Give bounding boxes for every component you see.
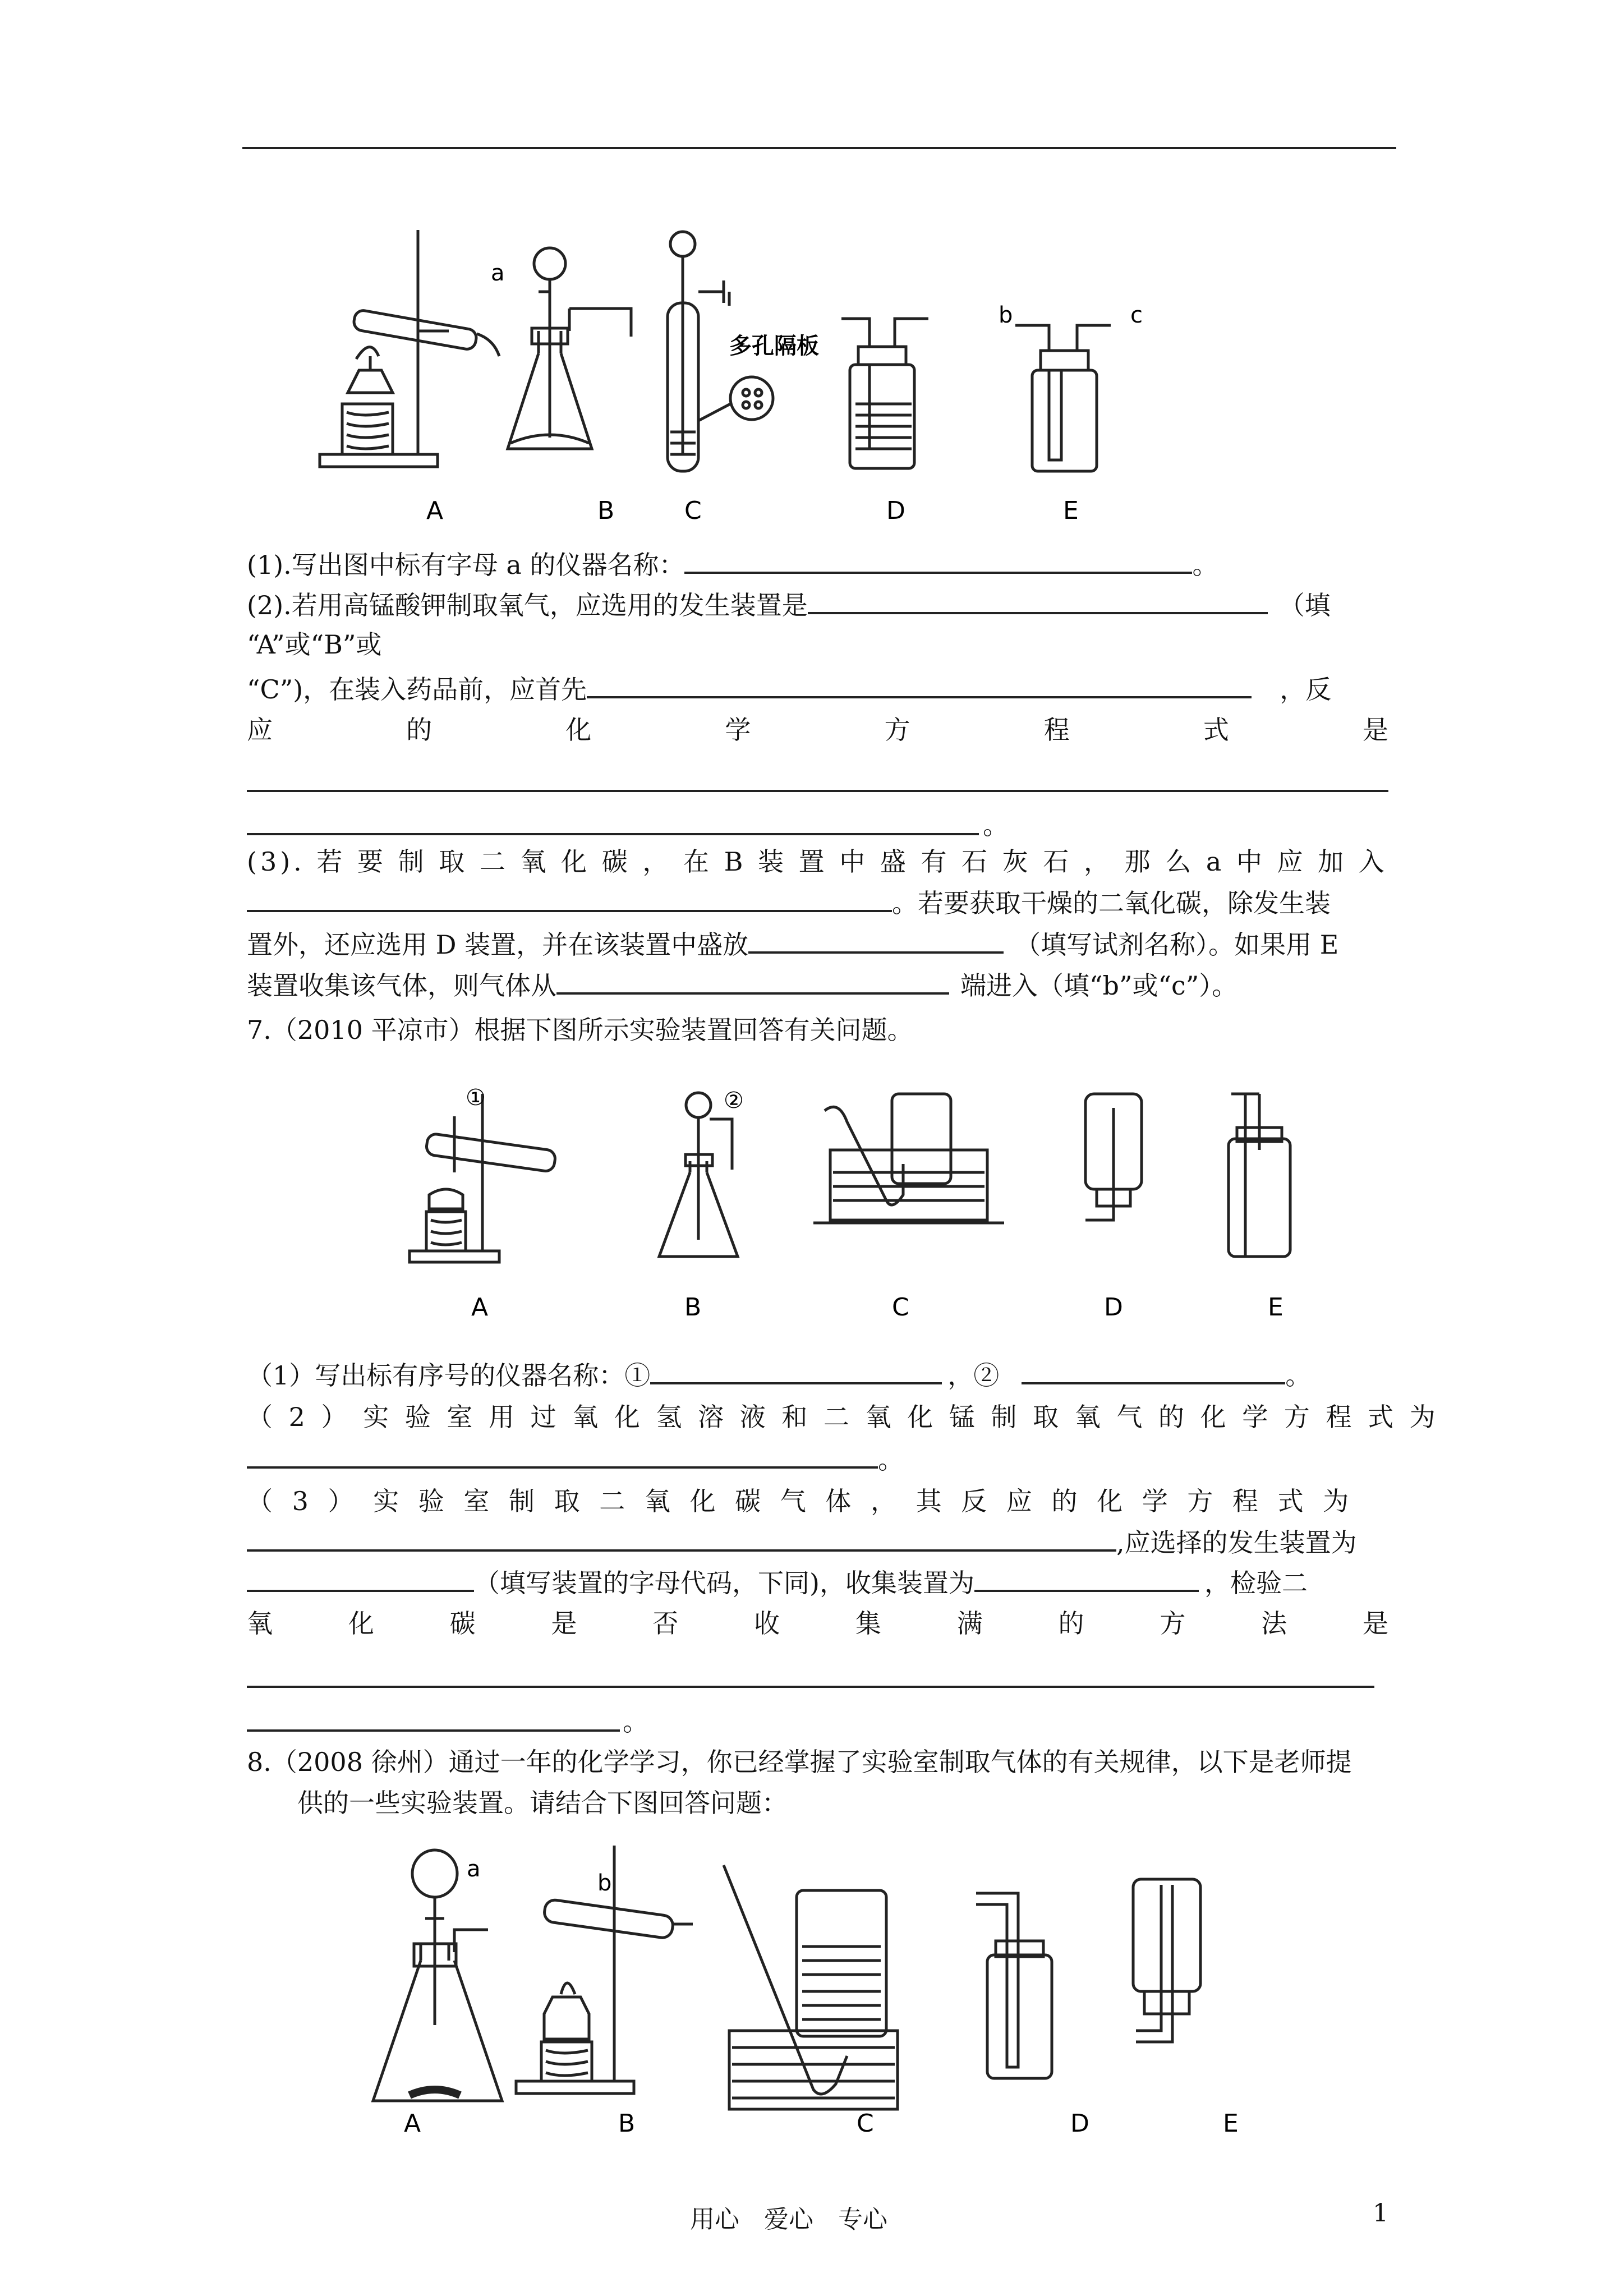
fig2-label-b: B — [684, 1293, 702, 1322]
fig1-callout-c: c — [1130, 302, 1143, 328]
q6-part2-line2: “A”或“B”或 — [247, 629, 382, 660]
fig1-callout-a: a — [491, 260, 505, 286]
q7-part3-line4: 氧 化 碳 是 否 收 集 满 的 方 法 是 — [247, 1608, 1388, 1639]
fig2-label-c: C — [892, 1293, 909, 1322]
q7-part3-line2: ,应选择的发生装置为 — [247, 1525, 1357, 1560]
fig1-label-a: A — [426, 496, 444, 525]
answer-blank[interactable] — [808, 587, 1268, 614]
fig3-label-b: B — [618, 2109, 636, 2137]
answer-blank[interactable] — [247, 885, 892, 912]
fig3-callout-b: b — [597, 1870, 612, 1896]
fig1-label-d: D — [886, 496, 905, 525]
answer-blank[interactable] — [247, 1565, 474, 1592]
q7-part2-line2: 。 — [247, 1442, 904, 1477]
apparatus-figure-2 — [387, 1083, 1369, 1324]
fig1-label-b: B — [597, 496, 615, 525]
answer-line[interactable] — [247, 1729, 620, 1732]
fig2-callout-2: ② — [724, 1088, 744, 1114]
fig2-label-d: D — [1104, 1293, 1123, 1322]
q6-part3-line1: (3). 若 要 制 取 二 氧 化 碳 ， 在 B 装 置 中 盛 有 石 灰 石 ， 那 么 a 中 应 加 入 — [247, 846, 1388, 877]
fig1-callout-b: b — [999, 302, 1013, 328]
fig2-label-a: A — [471, 1293, 489, 1322]
fig2-callout-1: ① — [466, 1085, 486, 1111]
answer-blank[interactable] — [1022, 1358, 1285, 1384]
fig3-label-d: D — [1070, 2109, 1089, 2137]
answer-blank[interactable] — [684, 547, 1192, 574]
answer-blank[interactable] — [247, 1442, 878, 1469]
header-rule — [242, 147, 1396, 149]
q6-part1: (1).写出图中标有字母 a 的仪器名称： 。 — [247, 547, 1218, 582]
fig3-callout-a: a — [467, 1856, 481, 1882]
fig1-plate-label: 多孔隔板 — [729, 333, 819, 359]
fig1-label-e: E — [1063, 496, 1079, 525]
answer-blank[interactable] — [247, 1525, 1116, 1552]
q8-title-cont: 供的一些实验装置。请结合下图回答问题： — [297, 1788, 788, 1818]
fig3-label-c: C — [857, 2109, 874, 2137]
q6-part2-line4: 应 的 化 学 方 程 式 是 — [247, 715, 1388, 745]
answer-line[interactable] — [247, 1686, 1374, 1688]
answer-blank[interactable] — [974, 1565, 1199, 1592]
q6-part2-line3: “C”)，在装入药品前，应首先 ，反 — [247, 671, 1331, 707]
answer-blank[interactable] — [748, 927, 1004, 954]
fig2-label-e: E — [1268, 1293, 1283, 1322]
answer-blank[interactable] — [587, 671, 1252, 698]
fig3-label-e: E — [1223, 2109, 1239, 2137]
q7-part2-line1: （ 2 ） 实 验 室 用 过 氧 化 氢 溶 液 和 二 氧 化 锰 制 取 氧 气 的 化 学 方 程 式 为 — [247, 1402, 1439, 1432]
q6-part2-end: 。 — [983, 810, 1009, 840]
q6-part3-line4: 装置收集该气体，则气体从 端进入（填“b”或“c”）。 — [247, 968, 1237, 1003]
q7-part3-line3: （填写装置的字母代码，下同)，收集装置为 ，检验二 — [247, 1565, 1308, 1600]
q7-part3-line1: （ 3 ） 实 验 室 制 取 二 氧 化 碳 气 体 ， 其 反 应 的 化 学 方 程 式 为 — [247, 1486, 1355, 1516]
fig3-label-a: A — [404, 2109, 421, 2137]
footer-motto: 用心 爱心 专心 — [690, 2205, 887, 2234]
q6-part2-line1: (2).若用高锰酸钾制取氧气，应选用的发生装置是 （填 — [247, 587, 1331, 623]
answer-blank[interactable] — [556, 968, 949, 995]
q7-title: 7.（2010 平凉市）根据下图所示实验装置回答有关问题。 — [247, 1015, 913, 1045]
answer-line[interactable] — [247, 790, 1388, 792]
q7-part3-end: 。 — [623, 1706, 648, 1737]
apparatus-figure-1 — [303, 219, 1229, 533]
answer-blank[interactable] — [650, 1358, 942, 1384]
answer-line[interactable] — [247, 833, 979, 835]
q7-part1: （1）写出标有序号的仪器名称：① ，② 。 — [247, 1358, 1311, 1393]
apparatus-figure-3 — [359, 1834, 1313, 2137]
q8-title: 8.（2008 徐州）通过一年的化学学习，你已经掌握了实验室制取气体的有关规律，以下是老师提 — [247, 1747, 1352, 1777]
page-number: 1 — [1373, 2199, 1388, 2228]
fig1-label-c: C — [684, 496, 702, 525]
q6-part3-line3: 置外，还应选用 D 装置，并在该装置中盛放 （填写试剂名称）。如果用 E — [247, 927, 1338, 962]
q6-part3-line2: 。若要获取干燥的二氧化碳，除发生装 — [247, 885, 1331, 921]
